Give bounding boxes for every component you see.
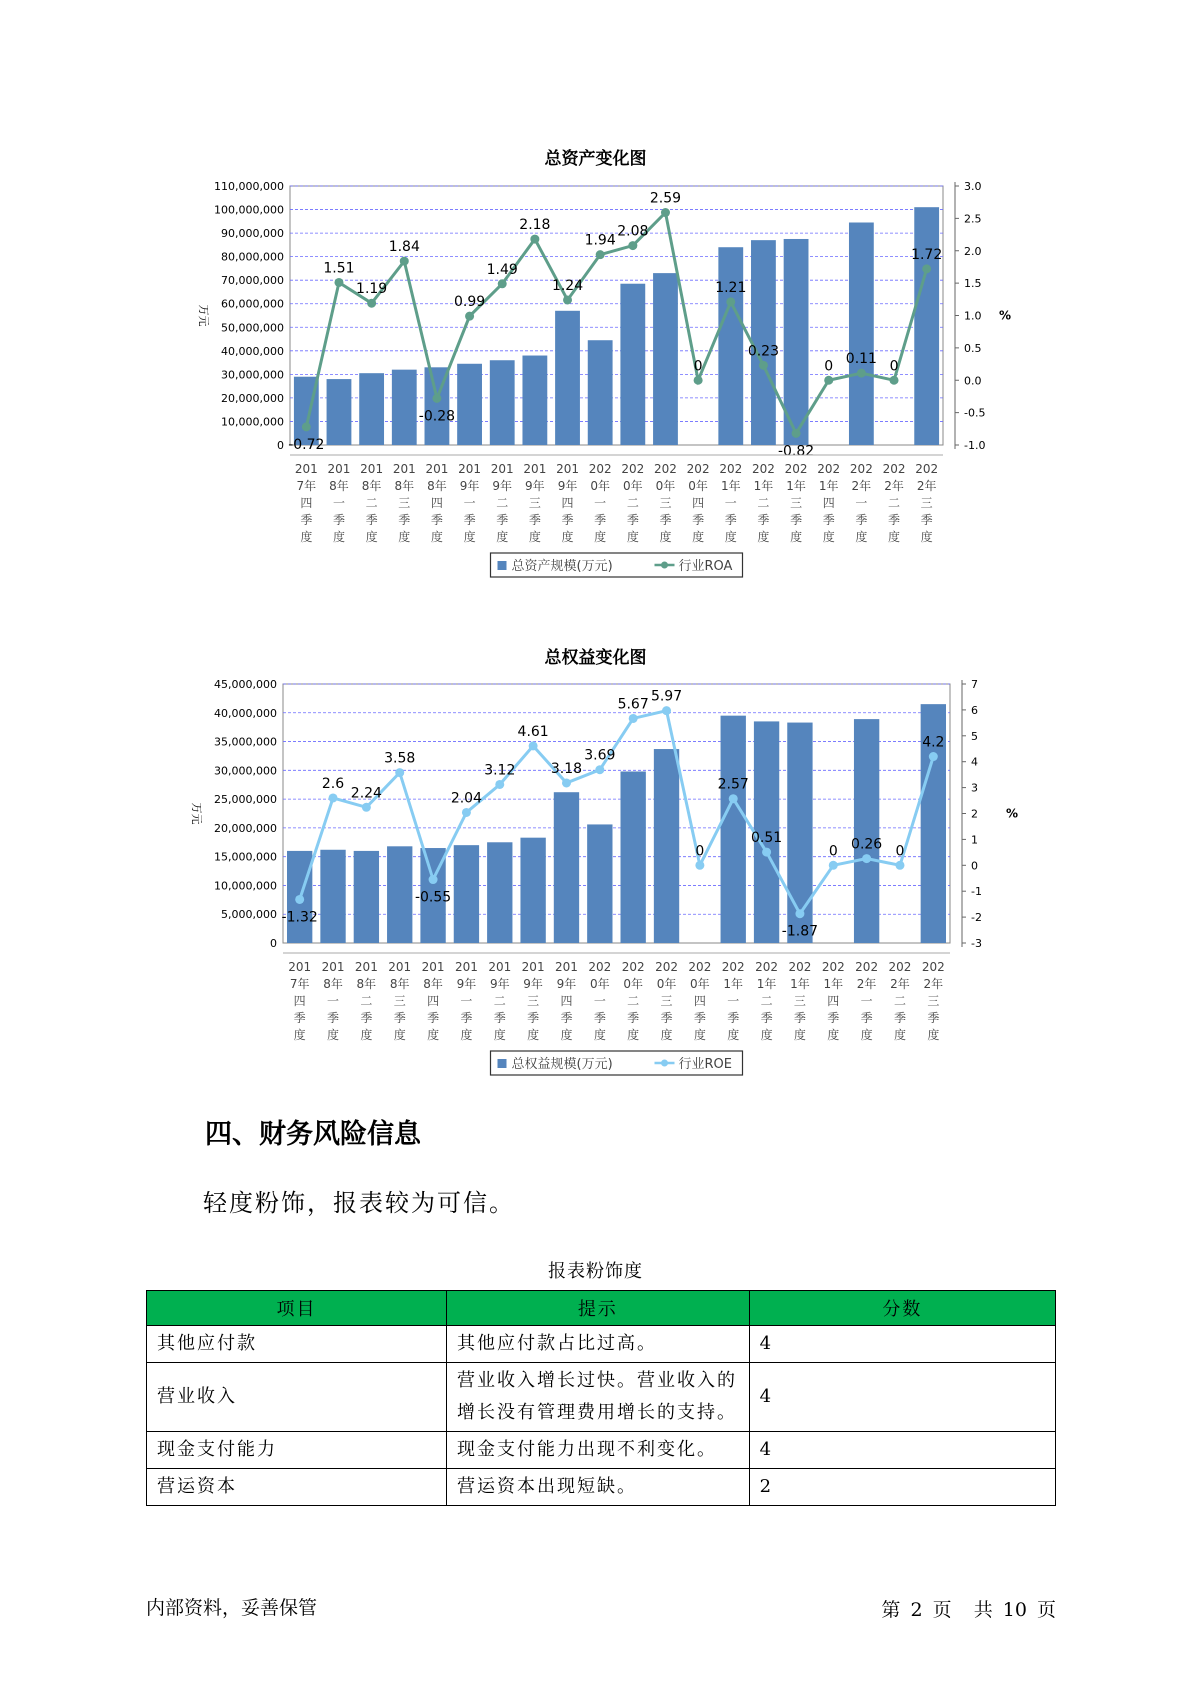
line-point bbox=[661, 208, 670, 217]
x-tick-label: 201 8年二季度 bbox=[354, 960, 378, 1042]
footer-page-info bbox=[877, 1595, 1056, 1622]
data-label: -0.82 bbox=[777, 443, 815, 460]
x-tick-label: 202 0年一季度 bbox=[588, 462, 612, 544]
line-point bbox=[628, 241, 637, 250]
cell-score: 4 bbox=[749, 1363, 1055, 1432]
x-tick-label: 201 8年四季度 bbox=[425, 462, 449, 544]
left-tick-label: 5,000,000 bbox=[221, 908, 277, 922]
x-tick-label: 201 9年四季度 bbox=[555, 960, 578, 1042]
x-tick-label: 202 0年一季度 bbox=[588, 960, 612, 1042]
right-tick-label: 3 bbox=[971, 781, 978, 795]
bar bbox=[653, 273, 678, 445]
x-tick-label: 202 1年二季度 bbox=[755, 960, 779, 1042]
data-label: -0.55 bbox=[414, 889, 452, 906]
x-tick-label: 201 9年一季度 bbox=[458, 462, 482, 544]
bar bbox=[555, 311, 580, 445]
line-point bbox=[792, 429, 801, 438]
data-label: -1.87 bbox=[781, 923, 819, 940]
line-point bbox=[302, 422, 311, 431]
x-tick-label: 201 9年二季度 bbox=[490, 462, 514, 544]
footer-confidential: 内部资料，妥善保管 bbox=[146, 1597, 318, 1619]
data-label: 1.72 bbox=[911, 246, 943, 263]
data-label: 0.51 bbox=[750, 830, 783, 847]
header-item: 项目 bbox=[147, 1291, 447, 1326]
line-point bbox=[495, 780, 504, 789]
right-tick-label: -2 bbox=[971, 911, 982, 925]
line-point bbox=[762, 848, 771, 857]
page-prefix: 第 bbox=[881, 1599, 901, 1621]
legend-line-marker bbox=[661, 562, 668, 569]
left-tick-label: 60,000,000 bbox=[221, 297, 284, 311]
right-tick-label: 2.5 bbox=[964, 212, 982, 226]
cell-item: 现金支付能力 bbox=[147, 1432, 447, 1469]
table-header-row bbox=[147, 1291, 1056, 1326]
line-point bbox=[295, 895, 304, 904]
x-tick-label: 202 0年三季度 bbox=[654, 462, 677, 544]
table-row bbox=[147, 1432, 1056, 1469]
header-hint: 提示 bbox=[446, 1291, 749, 1326]
data-label: 0 bbox=[695, 843, 705, 860]
data-label: 3.12 bbox=[484, 762, 516, 779]
line-point bbox=[563, 295, 572, 304]
right-tick-label: 7 bbox=[971, 678, 978, 691]
right-tick-label: 5 bbox=[971, 729, 978, 743]
data-label: 0 bbox=[889, 358, 899, 375]
left-tick-label: 90,000,000 bbox=[221, 227, 284, 241]
legend-line-marker bbox=[661, 1060, 668, 1067]
x-tick-label: 202 1年三季度 bbox=[784, 462, 808, 544]
data-label: 1.21 bbox=[715, 279, 747, 296]
data-label: 1.24 bbox=[551, 277, 584, 294]
x-tick-label: 202 1年四季度 bbox=[821, 960, 845, 1042]
cell-item: 其他应付款 bbox=[147, 1326, 447, 1363]
line-point bbox=[529, 741, 538, 750]
line-point bbox=[367, 299, 376, 308]
line-point bbox=[890, 376, 899, 385]
x-tick-label: 201 9年一季度 bbox=[454, 960, 478, 1042]
x-tick-label: 202 1年三季度 bbox=[788, 960, 812, 1042]
right-tick-label: -1 bbox=[971, 885, 982, 899]
bar bbox=[849, 222, 874, 445]
line-point bbox=[726, 297, 735, 306]
section-title: 四、财务风险信息 bbox=[205, 1119, 421, 1150]
x-tick-label: 202 2年三季度 bbox=[921, 960, 945, 1042]
data-label: 2.08 bbox=[617, 223, 649, 240]
left-tick-label: 0 bbox=[270, 937, 277, 950]
x-tick-label: 202 0年二季度 bbox=[621, 462, 645, 544]
right-tick-label: 2 bbox=[971, 807, 978, 821]
line-point bbox=[432, 394, 441, 403]
cell-score: 2 bbox=[749, 1469, 1055, 1506]
x-tick-label: 201 9年三季度 bbox=[521, 960, 545, 1042]
right-axis-title: % bbox=[998, 308, 1012, 323]
line-point bbox=[395, 768, 404, 777]
cell-hint: 现金支付能力出现不利变化。 bbox=[446, 1432, 749, 1469]
page-mid: 页 bbox=[932, 1599, 952, 1621]
cell-hint: 营运资本出现短缺。 bbox=[446, 1469, 749, 1506]
risk-table bbox=[146, 1290, 1056, 1506]
data-label: 4.2 bbox=[922, 734, 945, 751]
line-point bbox=[694, 376, 703, 385]
data-label: 1.19 bbox=[356, 281, 388, 298]
left-tick-label: 15,000,000 bbox=[214, 850, 277, 864]
line-point bbox=[362, 803, 371, 812]
data-label: 5.97 bbox=[650, 688, 683, 705]
left-tick-label: 40,000,000 bbox=[214, 706, 277, 720]
line-point bbox=[857, 369, 866, 378]
x-tick-label: 202 1年一季度 bbox=[721, 960, 745, 1042]
line-point bbox=[895, 861, 904, 870]
data-label: 0.26 bbox=[851, 836, 883, 853]
right-tick-label: 3.0 bbox=[964, 180, 982, 193]
left-tick-label: 45,000,000 bbox=[214, 678, 277, 691]
line-point bbox=[429, 875, 438, 884]
cell-hint: 营业收入增长过快。营业收入的增长没有管理费用增长的支持。 bbox=[446, 1363, 749, 1432]
x-tick-label: 201 8年一季度 bbox=[321, 960, 345, 1042]
data-label: 3.18 bbox=[550, 760, 583, 777]
left-tick-label: 20,000,000 bbox=[221, 391, 284, 405]
bar bbox=[490, 360, 515, 445]
line-point bbox=[596, 250, 605, 259]
data-label: -0.28 bbox=[418, 408, 456, 425]
right-tick-label: -3 bbox=[971, 937, 982, 950]
line-point bbox=[329, 793, 338, 802]
right-tick-label: 1.5 bbox=[964, 277, 982, 291]
bar bbox=[454, 845, 479, 943]
x-tick-label: 202 2年一季度 bbox=[855, 960, 879, 1042]
line-point bbox=[629, 714, 638, 723]
data-label: 4.61 bbox=[517, 723, 549, 740]
table-row bbox=[147, 1326, 1056, 1363]
left-tick-label: 10,000,000 bbox=[221, 415, 284, 429]
left-tick-label: 40,000,000 bbox=[221, 344, 284, 358]
x-tick-label: 201 8年二季度 bbox=[360, 462, 384, 544]
right-tick-label: 6 bbox=[971, 703, 978, 717]
line-point bbox=[759, 361, 768, 370]
data-label: 1.84 bbox=[388, 239, 420, 256]
right-tick-label: 1 bbox=[971, 833, 978, 847]
x-tick-label: 201 7年四季度 bbox=[294, 462, 318, 544]
line-point bbox=[862, 854, 871, 863]
x-tick-label: 202 1年四季度 bbox=[817, 462, 841, 544]
right-tick-label: 0.5 bbox=[964, 341, 982, 355]
left-axis-title: 万元 bbox=[190, 802, 203, 825]
x-tick-label: 201 8年四季度 bbox=[421, 960, 445, 1042]
x-tick-label: 201 8年一季度 bbox=[327, 462, 351, 544]
left-tick-label: 70,000,000 bbox=[221, 274, 284, 288]
left-tick-label: 10,000,000 bbox=[214, 879, 277, 893]
bar bbox=[522, 356, 547, 445]
data-label: 0 bbox=[693, 358, 703, 375]
x-tick-label: 202 0年四季度 bbox=[688, 960, 712, 1042]
total-suffix: 页 bbox=[1036, 1599, 1056, 1621]
bar bbox=[654, 749, 679, 943]
cell-item: 营运资本 bbox=[147, 1469, 447, 1506]
bar bbox=[387, 846, 412, 943]
table-row bbox=[147, 1469, 1056, 1506]
x-tick-label: 201 8年三季度 bbox=[388, 960, 412, 1042]
line-point bbox=[929, 752, 938, 761]
line-point bbox=[334, 278, 343, 287]
bar bbox=[354, 851, 379, 943]
left-tick-label: 30,000,000 bbox=[214, 764, 277, 778]
line-point bbox=[498, 279, 507, 288]
data-label: 3.69 bbox=[584, 747, 616, 764]
line-point bbox=[922, 264, 931, 273]
line-point bbox=[465, 312, 474, 321]
right-tick-label: 0 bbox=[971, 859, 978, 873]
data-label: 1.49 bbox=[486, 261, 518, 278]
line-point bbox=[695, 861, 704, 870]
bar bbox=[588, 340, 613, 445]
x-tick-label: 202 2年二季度 bbox=[888, 960, 912, 1042]
legend-bar-swatch bbox=[498, 561, 507, 570]
data-label: 5.67 bbox=[617, 696, 649, 713]
data-label: -0.72 bbox=[288, 436, 325, 453]
right-tick-label: 0.0 bbox=[964, 374, 982, 388]
data-label: 2.57 bbox=[717, 776, 749, 793]
data-label: 2.6 bbox=[321, 775, 345, 792]
chart2-title: 总权益变化图 bbox=[544, 648, 647, 668]
data-label: -1.32 bbox=[281, 909, 318, 926]
line-point bbox=[562, 778, 571, 787]
left-tick-label: 20,000,000 bbox=[214, 821, 277, 835]
table-caption: 报表粉饰度 bbox=[548, 1261, 643, 1282]
data-label: 0 bbox=[824, 358, 834, 375]
bar bbox=[554, 792, 579, 943]
data-label: 3.58 bbox=[384, 750, 416, 767]
x-tick-label: 202 0年三季度 bbox=[655, 960, 678, 1042]
right-tick-label: 2.0 bbox=[964, 244, 982, 258]
bar bbox=[320, 850, 345, 943]
bar bbox=[854, 719, 879, 943]
legend-bar-label: 总资产规模(万元) bbox=[511, 559, 613, 574]
line-point bbox=[829, 861, 838, 870]
bar bbox=[621, 771, 646, 943]
bar bbox=[392, 370, 417, 445]
data-label: 2.18 bbox=[519, 217, 551, 234]
data-label: 0 bbox=[895, 843, 905, 860]
left-tick-label: 110,000,000 bbox=[214, 180, 284, 193]
bar bbox=[620, 284, 645, 445]
line-point bbox=[595, 765, 604, 774]
risk-summary: 轻度粉饰，报表较为可信。 bbox=[203, 1189, 515, 1217]
cell-score: 4 bbox=[749, 1432, 1055, 1469]
table-row bbox=[147, 1363, 1056, 1432]
x-tick-label: 202 2年三季度 bbox=[915, 462, 939, 544]
cell-score: 4 bbox=[749, 1326, 1055, 1363]
x-tick-label: 202 2年二季度 bbox=[882, 462, 906, 544]
cell-hint: 其他应付款占比过高。 bbox=[446, 1326, 749, 1363]
right-axis-title: % bbox=[1005, 806, 1019, 821]
total-assets-chart bbox=[0, 180, 1191, 590]
bar bbox=[721, 716, 746, 943]
legend-line-label: 行业ROA bbox=[678, 559, 733, 574]
left-tick-label: 35,000,000 bbox=[214, 735, 277, 749]
right-tick-label: -1.0 bbox=[964, 439, 986, 452]
line-point bbox=[462, 808, 471, 817]
x-tick-label: 202 0年四季度 bbox=[686, 462, 710, 544]
page-number: 2 bbox=[910, 1599, 923, 1621]
data-label: 2.04 bbox=[450, 790, 483, 807]
header-score: 分数 bbox=[749, 1291, 1055, 1326]
left-tick-label: 80,000,000 bbox=[221, 250, 284, 264]
left-tick-label: 50,000,000 bbox=[221, 321, 284, 335]
x-tick-label: 201 9年二季度 bbox=[488, 960, 512, 1042]
total-pages: 10 bbox=[1002, 1599, 1027, 1621]
x-tick-label: 201 7年四季度 bbox=[288, 960, 312, 1042]
data-label: 0 bbox=[828, 843, 838, 860]
right-tick-label: -0.5 bbox=[964, 406, 986, 420]
data-label: 1.51 bbox=[323, 260, 355, 277]
line-point bbox=[400, 257, 409, 266]
x-tick-label: 202 2年一季度 bbox=[849, 462, 873, 544]
bar bbox=[718, 247, 743, 445]
data-label: 0.99 bbox=[453, 294, 486, 311]
cell-item: 营业收入 bbox=[147, 1363, 447, 1432]
bar bbox=[914, 207, 939, 445]
bar bbox=[487, 842, 512, 943]
x-tick-label: 201 9年四季度 bbox=[556, 462, 579, 544]
left-tick-label: 25,000,000 bbox=[214, 793, 277, 807]
line-point bbox=[530, 235, 539, 244]
legend-bar-label: 总权益规模(万元) bbox=[511, 1057, 613, 1072]
plot-area bbox=[283, 684, 950, 943]
left-axis-title: 万元 bbox=[197, 304, 210, 327]
right-tick-label: 1.0 bbox=[964, 309, 982, 323]
x-tick-label: 202 1年一季度 bbox=[719, 462, 743, 544]
bar bbox=[327, 379, 352, 445]
x-tick-label: 202 1年二季度 bbox=[751, 462, 775, 544]
bar bbox=[587, 824, 612, 943]
left-tick-label: 100,000,000 bbox=[214, 203, 284, 217]
line-point bbox=[729, 794, 738, 803]
bar bbox=[359, 373, 384, 445]
x-tick-label: 201 9年三季度 bbox=[523, 462, 547, 544]
left-tick-label: 30,000,000 bbox=[221, 368, 284, 382]
legend-line-label: 行业ROE bbox=[678, 1057, 732, 1072]
data-label: 1.94 bbox=[584, 232, 616, 249]
data-label: 2.59 bbox=[649, 190, 682, 207]
legend-bar-swatch bbox=[498, 1059, 507, 1068]
bar bbox=[457, 364, 482, 445]
line-point bbox=[795, 909, 804, 918]
chart1-title: 总资产变化图 bbox=[544, 149, 647, 169]
x-tick-label: 201 8年三季度 bbox=[392, 462, 416, 544]
right-tick-label: 4 bbox=[971, 755, 978, 769]
left-tick-label: 0 bbox=[277, 439, 284, 452]
data-label: 2.24 bbox=[350, 785, 382, 802]
total-prefix: 共 bbox=[973, 1599, 993, 1621]
x-tick-label: 202 0年二季度 bbox=[621, 960, 645, 1042]
line-point bbox=[662, 706, 671, 715]
total-equity-chart bbox=[0, 680, 1191, 1090]
data-label: 0.23 bbox=[747, 343, 780, 360]
bar bbox=[520, 838, 545, 943]
line-point bbox=[824, 376, 833, 385]
data-label: 0.11 bbox=[845, 351, 877, 368]
